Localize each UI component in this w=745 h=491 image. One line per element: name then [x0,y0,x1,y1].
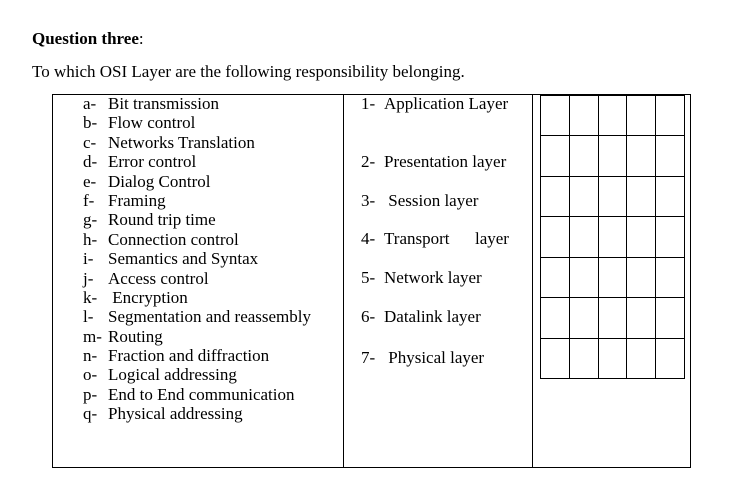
answer-cell[interactable] [656,96,685,136]
answer-cell[interactable] [599,177,628,217]
answer-cell[interactable] [656,177,685,217]
item-text: Routing [108,326,163,346]
answer-cell[interactable] [541,217,570,257]
answer-cell[interactable] [541,136,570,176]
layer-item-session [361,191,478,211]
question-title-text: Question three [32,29,139,48]
list-item [83,94,311,113]
answer-cell[interactable] [599,258,628,298]
list-item [83,249,311,268]
layer-item-physical [361,348,484,368]
answer-cell[interactable] [541,339,570,379]
answer-cell[interactable] [570,177,599,217]
list-item [83,172,311,191]
answer-cell[interactable] [570,258,599,298]
item-letter: i- [83,249,94,269]
item-text: Networks Translation [108,132,255,152]
item-text: Error control [108,152,197,172]
item-letter: e- [83,171,97,191]
answer-cell[interactable] [627,258,656,298]
answer-cell[interactable] [656,298,685,338]
answer-cell[interactable] [570,136,599,176]
answer-cell[interactable] [599,339,628,379]
item-letter: f- [83,190,95,210]
layer-number: 1- [361,94,376,113]
question-prompt: To which OSI Layer are the following responsibility belonging. [32,62,465,81]
answer-cell[interactable] [541,258,570,298]
responsibility-list [83,94,311,424]
list-item [83,210,311,229]
item-letter: g- [83,210,98,230]
layer-name: Application Layer [384,94,509,113]
answer-cell[interactable] [599,136,628,176]
list-item [83,133,311,152]
item-letter: l- [83,307,94,327]
list-item [83,385,311,404]
item-letter: d- [83,152,98,172]
item-text: Round trip time [108,210,216,230]
item-text: Flow control [108,113,196,133]
layer-name: Transport layer [384,229,509,248]
item-text: Connection control [108,229,239,249]
answer-cell[interactable] [627,339,656,379]
item-text: Logical addressing [108,365,237,385]
answer-cell[interactable] [541,96,570,136]
answer-cell[interactable] [541,298,570,338]
item-text: Segmentation and reassembly [108,307,312,327]
item-text: Encryption [108,287,188,307]
answer-cell[interactable] [599,96,628,136]
item-letter: o- [83,365,98,385]
layer-item-transport [361,229,509,249]
layer-name: Presentation layer [384,152,507,171]
list-item [83,327,311,346]
item-letter: b- [83,113,98,133]
layer-number: 4- [361,229,376,248]
item-letter: k- [83,287,98,307]
answer-cell[interactable] [656,258,685,298]
layer-item-application [361,94,508,114]
answer-cell[interactable] [627,298,656,338]
item-text: Semantics and Syntax [108,249,259,269]
item-letter: q- [83,404,98,424]
layer-number: 2- [361,152,376,171]
item-text: Access control [108,268,209,288]
answer-cell[interactable] [570,339,599,379]
item-text: Fraction and diffraction [108,346,270,366]
list-item [83,152,311,171]
answer-cell[interactable] [656,136,685,176]
item-text: Framing [108,190,166,210]
layer-number: 7- [361,348,376,367]
answer-cell[interactable] [627,217,656,257]
answer-cell[interactable] [627,177,656,217]
column-divider-2 [532,94,533,468]
layer-number: 5- [361,268,376,287]
layer-name: Datalink layer [384,307,481,326]
item-text: End to End communication [108,384,295,404]
list-item [83,346,311,365]
answer-cell[interactable] [570,298,599,338]
list-item [83,365,311,384]
list-item [83,269,311,288]
layer-name: Physical layer [384,348,485,367]
question-title [32,29,144,49]
layer-number: 3- [361,191,376,210]
layer-item-network [361,268,482,288]
item-letter: j- [83,268,94,288]
column-divider-1 [343,94,344,468]
item-letter: m- [83,326,102,346]
item-text: Bit transmission [108,94,219,113]
list-item [83,288,311,307]
layer-item-datalink [361,307,481,327]
item-letter: h- [83,229,98,249]
answer-cell[interactable] [570,217,599,257]
answer-cell[interactable] [599,298,628,338]
answer-cell[interactable] [570,96,599,136]
answer-cell[interactable] [656,339,685,379]
layer-item-presentation [361,152,506,172]
answer-cell[interactable] [627,96,656,136]
item-letter: a- [83,94,97,113]
layer-number: 6- [361,307,376,326]
item-text: Physical addressing [108,404,243,424]
list-item [83,191,311,210]
list-item [83,230,311,249]
list-item [83,404,311,423]
question-title-colon: : [138,29,144,48]
item-letter: c- [83,132,97,152]
layer-name: Network layer [384,268,482,287]
answer-cell[interactable] [627,136,656,176]
item-letter: n- [83,346,98,366]
answer-grid [540,95,685,379]
layer-name: Session layer [384,191,479,210]
item-text: Dialog Control [108,171,211,191]
item-letter: p- [83,384,98,404]
list-item [83,113,311,132]
answer-cell[interactable] [656,217,685,257]
list-item [83,307,311,326]
answer-cell[interactable] [599,217,628,257]
answer-cell[interactable] [541,177,570,217]
